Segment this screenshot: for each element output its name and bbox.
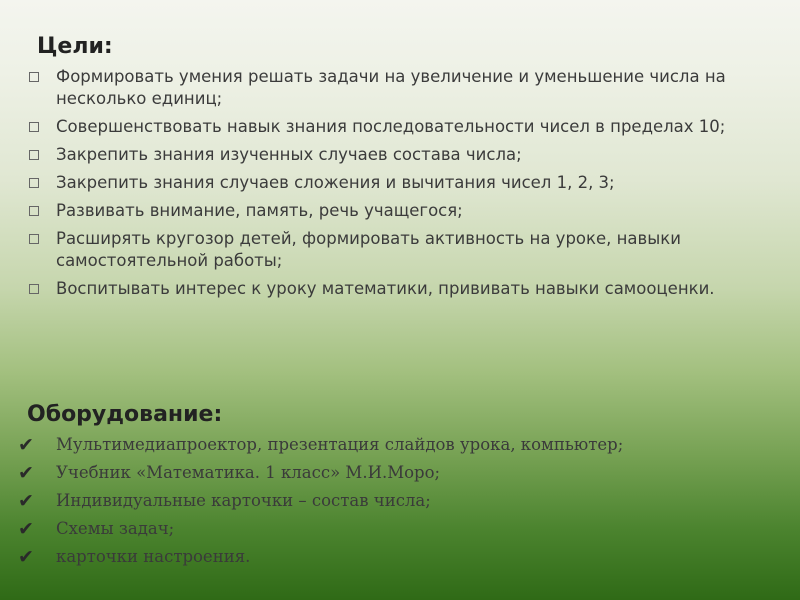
goal-item-text: Закрепить знания случаев сложения и вычитания чисел 1, 2, 3; [56, 173, 615, 192]
goal-item-text: Формировать умения решать задачи на увеличение и уменьшение числа на несколько единиц; [56, 67, 726, 108]
goal-item-text: Развивать внимание, память, речь учащегося; [56, 201, 463, 220]
equipment-item [18, 518, 758, 540]
equipment-item-text: карточки настроения. [56, 547, 251, 566]
goals-heading: Цели: [37, 34, 113, 59]
equipment-item-text: Мультимедиапроектор, презентация слайдов урока, компьютер; [56, 435, 624, 454]
arrow-bullet-icon [29, 234, 39, 244]
equipment-heading: Оборудование: [27, 402, 223, 427]
goal-item [26, 172, 746, 194]
equipment-item [18, 434, 758, 456]
checkmark-icon: ✔ [18, 546, 34, 568]
arrow-bullet-icon [29, 284, 39, 294]
checkmark-icon: ✔ [18, 490, 34, 512]
equipment-item-text: Схемы задач; [56, 519, 175, 538]
checkmark-icon: ✔ [18, 462, 34, 484]
arrow-bullet-icon [29, 150, 39, 160]
goal-item [26, 228, 746, 272]
goal-item [26, 116, 746, 138]
checkmark-icon: ✔ [18, 434, 34, 456]
goal-item [26, 66, 746, 110]
goal-item-text: Расширять кругозор детей, формировать активность на уроке, навыки самостоятельной работы; [56, 229, 681, 270]
equipment-list [18, 434, 758, 574]
goals-list [26, 66, 746, 306]
equipment-item-text: Индивидуальные карточки – состав числа; [56, 491, 431, 510]
arrow-bullet-icon [29, 206, 39, 216]
equipment-item [18, 462, 758, 484]
arrow-bullet-icon [29, 72, 39, 82]
goal-item [26, 144, 746, 166]
arrow-bullet-icon [29, 122, 39, 132]
equipment-item [18, 490, 758, 512]
goal-item [26, 200, 746, 222]
goal-item-text: Закрепить знания изученных случаев состава числа; [56, 145, 522, 164]
equipment-item-text: Учебник «Математика. 1 класс» М.И.Моро; [56, 463, 441, 482]
goal-item-text: Совершенствовать навык знания последовательности чисел в пределах 10; [56, 117, 726, 136]
goal-item [26, 278, 746, 300]
goal-item-text: Воспитывать интерес к уроку математики, прививать навыки самооценки. [56, 279, 715, 298]
arrow-bullet-icon [29, 178, 39, 188]
equipment-item [18, 546, 758, 568]
checkmark-icon: ✔ [18, 518, 34, 540]
